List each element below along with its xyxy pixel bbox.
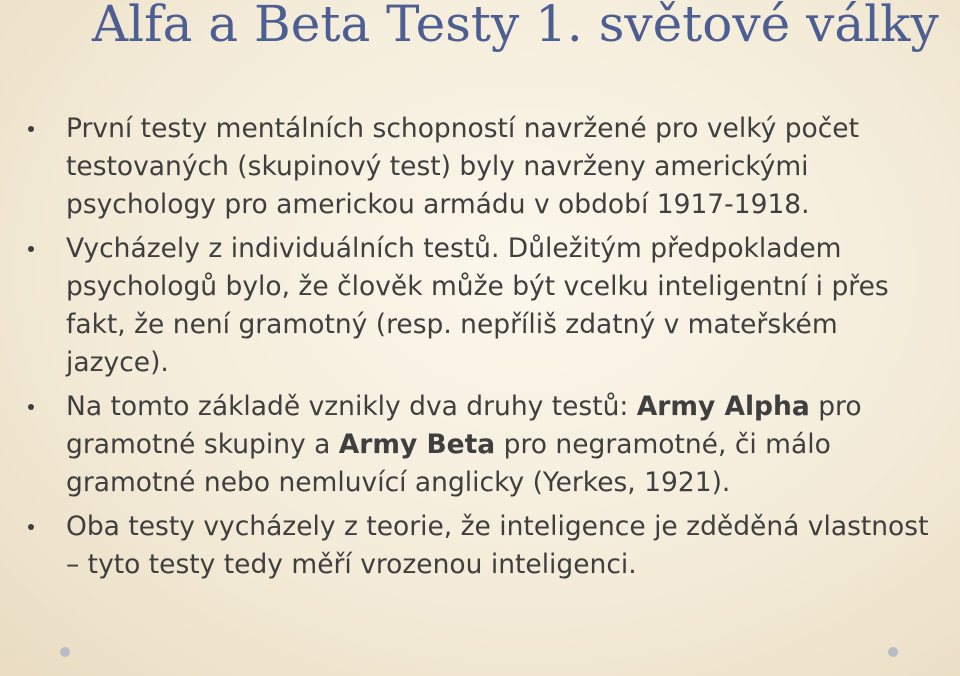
- bullet-item: [28, 110, 938, 224]
- next-slide-dot-icon[interactable]: [888, 647, 898, 657]
- bullet-item: [28, 388, 938, 502]
- bullet-text-part: pro negramotné, či málo gramotné nebo nemluvící anglicky (Yerkes, 1921).: [66, 429, 831, 498]
- bullet-item: [28, 230, 938, 382]
- bullet-text: Vycházely z individuálních testů. Důležitým předpokladem psychologů bylo, že člověk může být vcelku inteligentní i přes fakt, že není gramotný (resp. nepříliš zdatný v mateřském jazyce).: [66, 233, 889, 378]
- slide-title: Alfa a Beta Testy 1. světové války: [92, 0, 939, 53]
- previous-slide-dot-icon[interactable]: [60, 647, 70, 657]
- army-alpha-term: Army Alpha: [636, 391, 810, 422]
- bullet-text: Oba testy vycházely z teorie, že inteligence je zděděná vlastnost – tyto testy tedy měří vrozenou inteligenci.: [66, 511, 929, 580]
- army-beta-term: Army Beta: [338, 429, 496, 460]
- bullet-text-part: Na tomto základě vznikly dva druhy testů:: [66, 391, 637, 422]
- bullet-dot-icon: [28, 126, 34, 132]
- bullet-dot-icon: [28, 524, 34, 530]
- bullet-item: [28, 508, 938, 584]
- bullet-dot-icon: [28, 246, 34, 252]
- bullet-dot-icon: [28, 404, 34, 410]
- bullet-text-part: pro gramotné skupiny a: [66, 391, 862, 460]
- bullet-text: První testy mentálních schopností navržené pro velký počet testovaných (skupinový test) byly navrženy americkými psychology pro americkou armádu v období 1917-1918.: [66, 113, 859, 220]
- bullet-list: [28, 110, 938, 590]
